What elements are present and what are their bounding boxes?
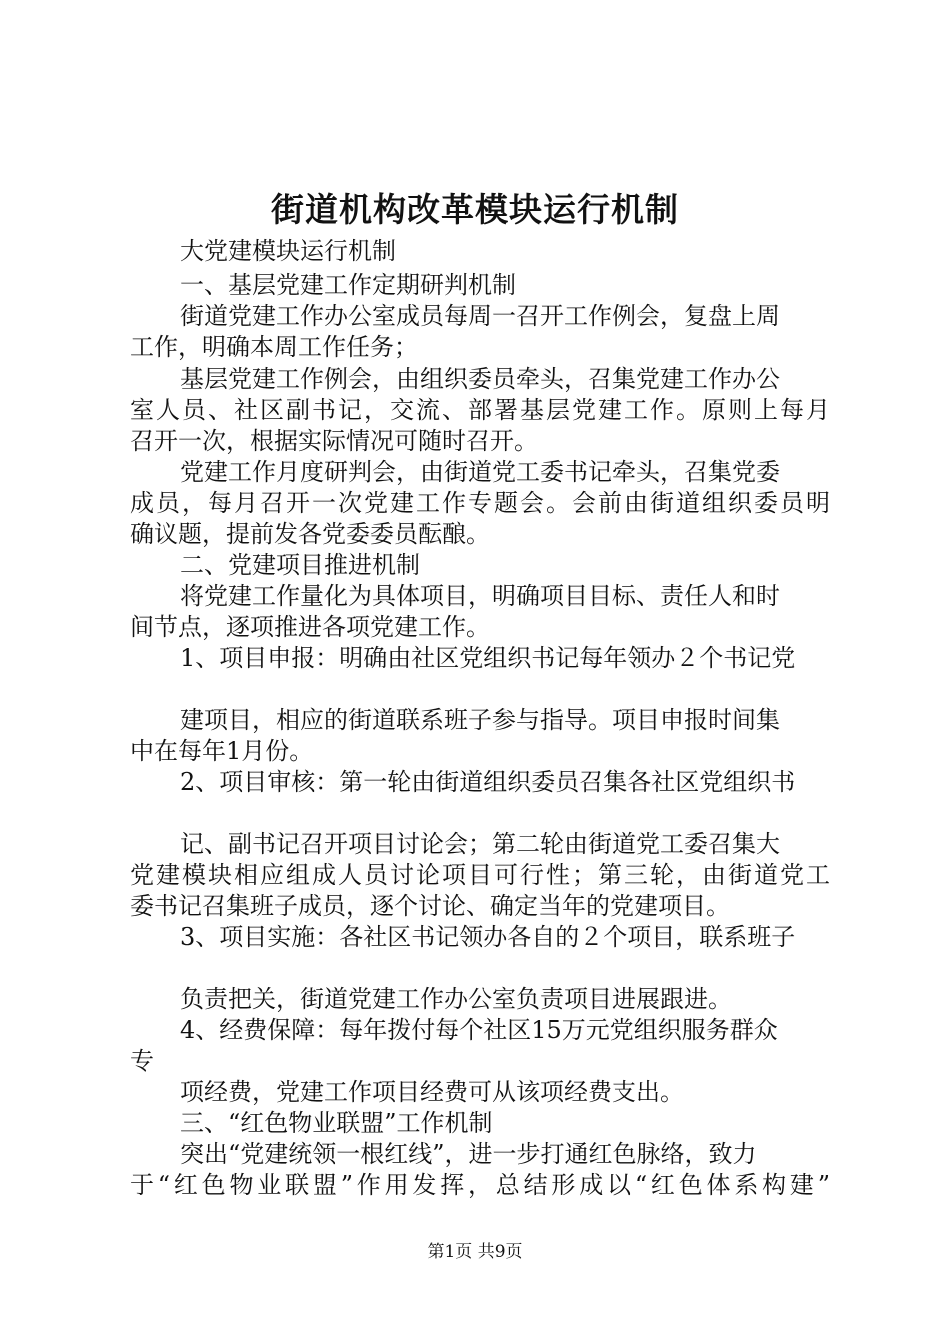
page-number: 第1页 共9页 [427, 1242, 523, 1262]
document-title: 街道机构改革模块运行机制 [271, 190, 679, 229]
document-page: 街道机构改革模块运行机制 大党建模块运行机制 一、基层党建工作定期研判机制 街道党建工作办公室成员每周一召开工作例会，复盘上周 工作，明确本周工作任务； 基层党建工作例会，由组织委员牵头，召集党建工作办公 室人员、社区副书记，交流、部署基层党建工作。原则上每月 召开一次，根据实际情况可随时召开。 党建工作月度研判会，由街道党工委书记牵头，召集党委 成员，每月召开一次党建工作专题会。会前由街道组织委员明 确议题，提前发各党委委员酝酿。 二、党建项目推进机制 将党建工作量化为具体项目，明确项目目标、责任人和时 间节点，逐项推进各项党建工作。 1、项目申报：明确由社区党组织书记每年领办２个书记党 建项目，相应的街道联系班子参与指导。项目申报时间集 中在每年1月份。 2、项目审核：第一轮由街道组织委员召集各社区党组织书 记、副书记召开项目讨论会；第二轮由街道党工委召集大 党建模块相应组成人员讨论项目可行性；第三轮，由街道党工 委书记召集班子成员，逐个讨论、确定当年的党建项目。 3、项目实施：各社区书记领办各自的２个项目，联系班子 负责把关，街道党建工作办公室负责项目进展跟进。 4、经费保障：每年拨付每个社区15万元党组织服务群众 专 项经费，党建工作项目经费可从该项经费支出。 三、“红色物业联盟”工作机制 突出“党建统领一根红线”，进一步打通红色脉络，致力 于“红色物业联盟”作用发挥，总结形成以“红色体系构建” 第1页 共9页 [0, 0, 950, 1344]
